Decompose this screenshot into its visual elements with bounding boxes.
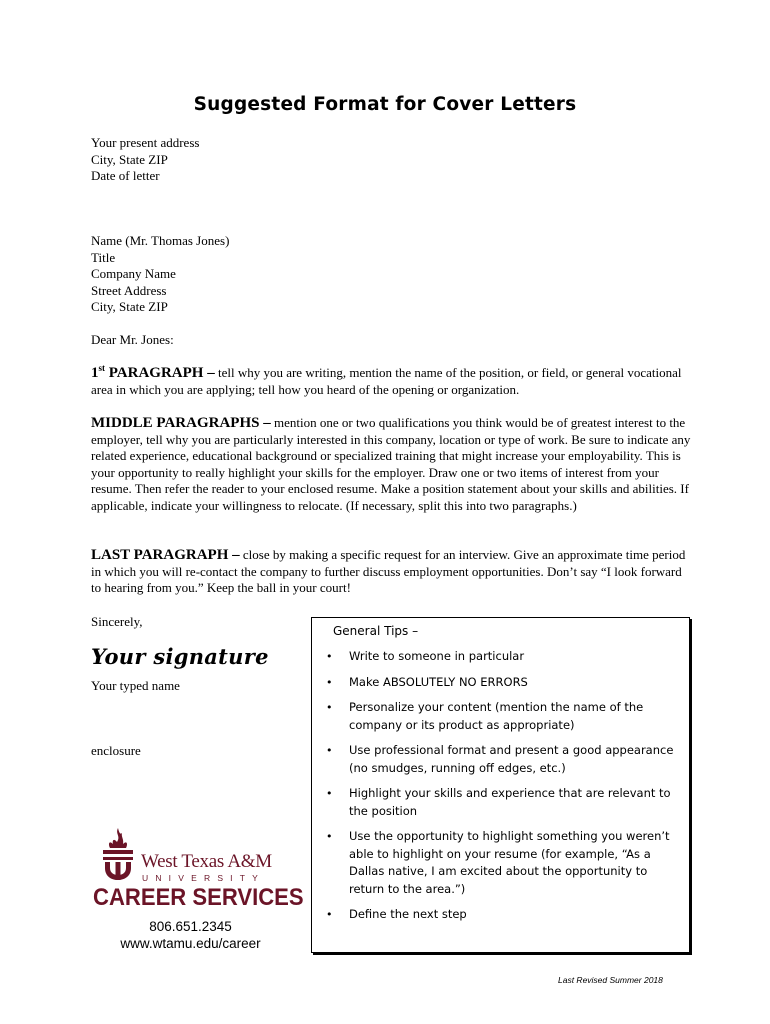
tip-text: Use professional format and present a good appearance (no smudges, running off edges, etc.) [349, 743, 674, 775]
bullet-icon: • [326, 675, 333, 689]
first-paragraph-number: 1 [91, 365, 99, 381]
bullet-icon: • [326, 830, 333, 843]
logo-university: UNIVERSITY [142, 873, 266, 883]
general-tips-list [312, 648, 687, 932]
typed-name: Your typed name [91, 678, 180, 693]
signature: Your signature [91, 644, 269, 669]
tip-item [312, 828, 687, 898]
recipient-title-line: Title [91, 249, 116, 265]
bullet-icon: • [326, 787, 333, 800]
tip-item [312, 785, 687, 820]
tip-text: Define the next step [349, 907, 467, 921]
wtamu-career-services-logo [93, 826, 304, 911]
recipient-city-line: City, State ZIP [91, 299, 168, 315]
logo-career-services: CAREER SERVICES [93, 884, 304, 911]
tip-text: Personalize your content (mention the name of the company or its product as appropriate) [349, 700, 644, 732]
first-paragraph-heading [91, 365, 215, 381]
first-paragraph-body: tell why you are writing, mention the name of the position, or field, or general vocational area in which you are applying; tell how you heard of the opening or organization. [91, 365, 682, 397]
tip-item [312, 674, 687, 692]
last-revised-note: Last Revised Summer 2018 [558, 975, 663, 985]
tip-text: Highlight your skills and experience that are relevant to the position [349, 786, 671, 818]
salutation: Dear Mr. Jones: [91, 332, 174, 347]
document-title: Suggested Format for Cover Letters [193, 94, 577, 115]
recipient-name-line: Name (Mr. Thomas Jones) [91, 233, 230, 248]
general-tips-box [311, 617, 690, 953]
tip-item [312, 742, 687, 777]
first-paragraph-suffix: st [98, 363, 105, 373]
recipient-street-line: Street Address [91, 282, 167, 298]
tip-item [312, 906, 687, 924]
flame-emblem-icon [95, 826, 141, 882]
sender-city-line: City, State ZIP [91, 151, 168, 167]
tip-item [312, 699, 687, 734]
tip-text: Write to someone in particular [349, 649, 525, 663]
bullet-icon: • [326, 650, 333, 663]
sender-address [91, 135, 199, 185]
tip-text: Make ABSOLUTELY NO ERRORS [349, 674, 528, 689]
enclosure-note: enclosure [91, 743, 141, 758]
bullet-icon: • [326, 744, 333, 757]
middle-paragraphs [91, 415, 691, 515]
bullet-icon: • [326, 701, 333, 714]
middle-paragraphs-heading: MIDDLE PARAGRAPHS – [91, 415, 271, 431]
sender-address-line: Your present address [91, 135, 200, 150]
first-paragraph [91, 365, 691, 398]
contact-website: www.wtamu.edu/career [120, 936, 261, 951]
bullet-icon: • [326, 908, 333, 921]
last-paragraph [91, 547, 691, 597]
closing: Sincerely, [91, 614, 143, 629]
recipient-company-line: Company Name [91, 266, 176, 282]
sender-date-line: Date of letter [91, 168, 160, 184]
tip-item [312, 648, 687, 666]
contact-phone: 806.651.2345 [149, 919, 232, 934]
first-paragraph-heading-text: PARAGRAPH – [105, 365, 215, 381]
last-paragraph-heading: LAST PARAGRAPH – [91, 547, 240, 563]
tip-text: Use the opportunity to highlight something you weren’t able to highlight on your resume (for example, “As a Dallas native, I am excited about the opportunity to return to the area.”) [349, 829, 670, 896]
recipient-address [91, 233, 229, 316]
last-paragraph-body: close by making a specific request for an interview. Give an approximate time period in which you will re-contact the company to further discuss employment opportunities. Don’t say “I look forward to hearing from you.” Keep the ball in your court! [91, 547, 686, 596]
logo-name: West Texas A&M [141, 851, 272, 872]
general-tips-title: General Tips – [333, 624, 419, 638]
middle-paragraphs-body: mention one or two qualifications you think would be of greatest interest to the employer, tell why you are particularly interested in this company, location or type of work. Be sure to indicate any related experience, educational background or specialized training that might increase your employability. This is your opportunity to really highlight your skills for the employer. Draw one or two items of interest from your resume. Then refer the reader to your enclosed resume. Make a position statement about your skills and abilities. If applicable, indicate your willingness to relocate. (If necessary, split this into two paragraphs.) [91, 415, 691, 513]
